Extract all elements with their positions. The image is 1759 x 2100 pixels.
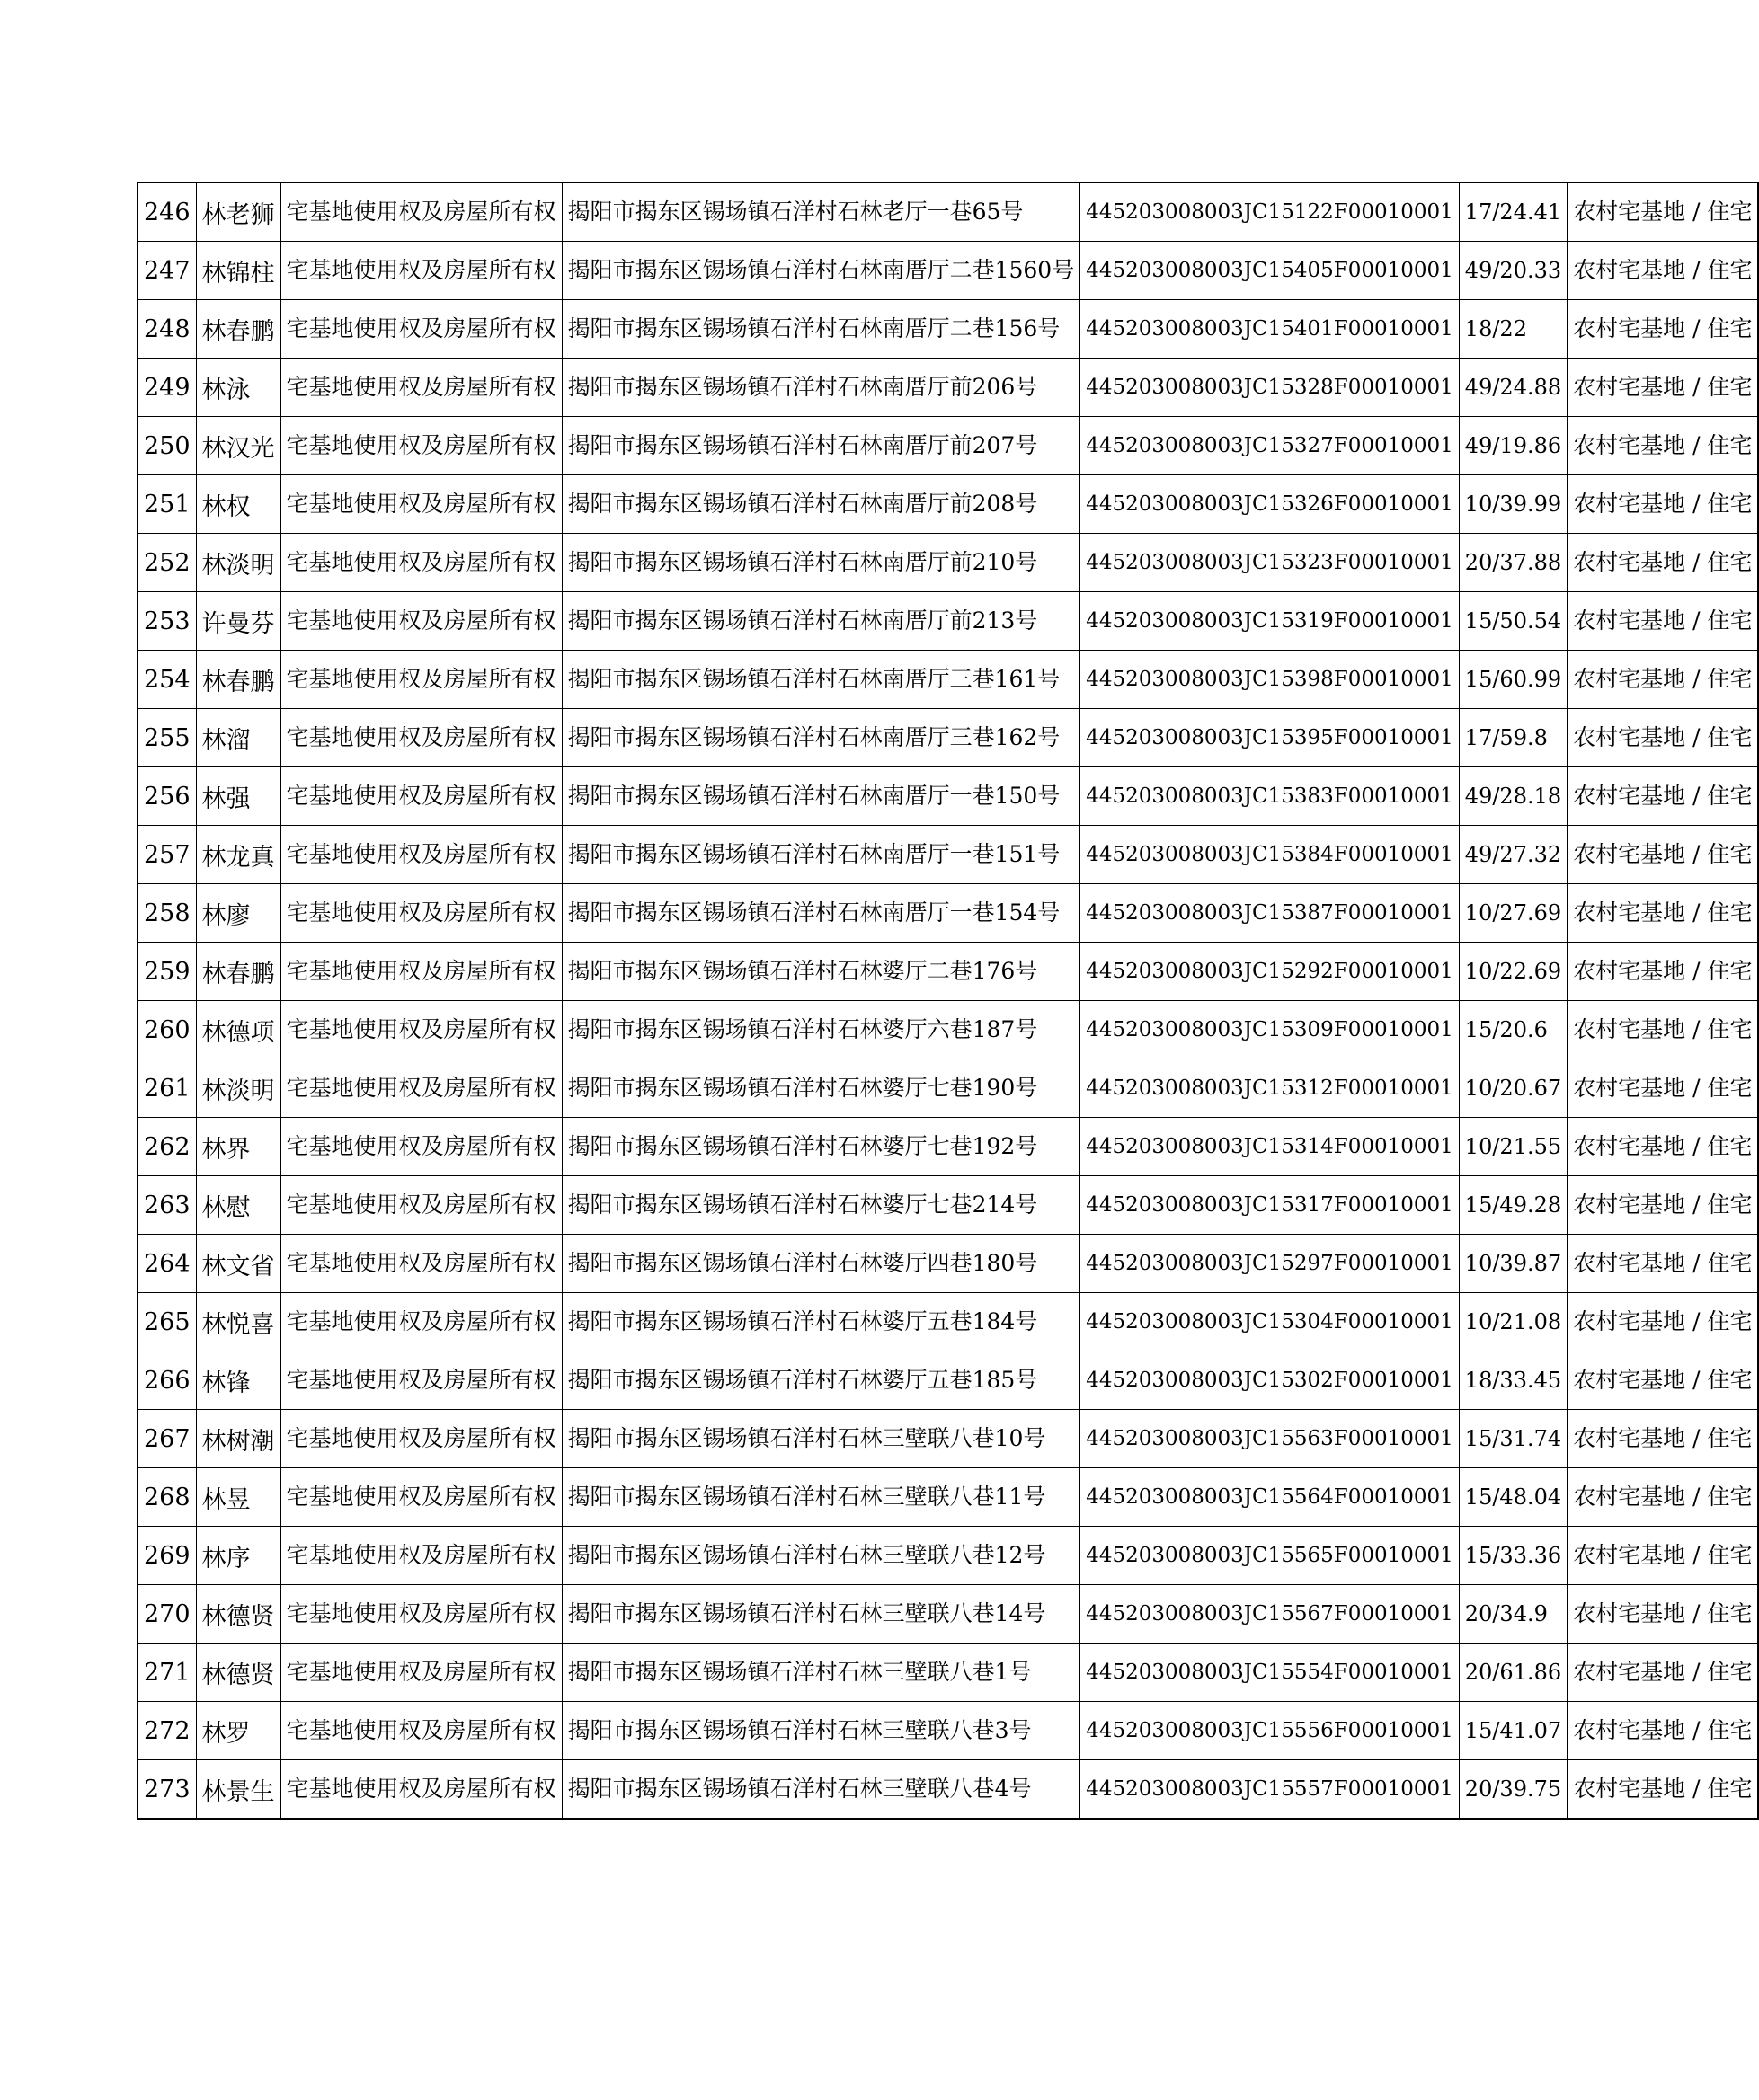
right-type: 宅基地使用权及房屋所有权 [280, 1702, 562, 1760]
right-type: 宅基地使用权及房屋所有权 [280, 475, 562, 534]
unit-code: 445203008003JC15567F00010001 [1080, 1585, 1460, 1644]
property-address: 揭阳市揭东区锡场镇石洋村石林南厝厅前210号 [562, 534, 1080, 592]
right-type: 宅基地使用权及房屋所有权 [280, 651, 562, 709]
land-use: 农村宅基地 / 住宅 [1568, 943, 1759, 1001]
row-number: 263 [138, 1176, 196, 1235]
row-number: 246 [138, 182, 196, 242]
row-number: 247 [138, 242, 196, 300]
area-value: 49/20.33 [1459, 242, 1567, 300]
area-value: 15/41.07 [1459, 1702, 1567, 1760]
land-use: 农村宅基地 / 住宅 [1568, 182, 1759, 242]
table-row [138, 359, 1758, 417]
unit-code: 445203008003JC15319F00010001 [1080, 592, 1460, 651]
right-type: 宅基地使用权及房屋所有权 [280, 1118, 562, 1176]
land-use: 农村宅基地 / 住宅 [1568, 1059, 1759, 1118]
right-type: 宅基地使用权及房屋所有权 [280, 767, 562, 826]
table-row [138, 534, 1758, 592]
land-use: 农村宅基地 / 住宅 [1568, 767, 1759, 826]
property-address: 揭阳市揭东区锡场镇石洋村石林婆厅六巷187号 [562, 1001, 1080, 1059]
table-row [138, 1760, 1758, 1820]
unit-code: 445203008003JC15556F00010001 [1080, 1702, 1460, 1760]
owner-name: 林序 [196, 1527, 280, 1585]
unit-code: 445203008003JC15564F00010001 [1080, 1468, 1460, 1527]
right-type: 宅基地使用权及房屋所有权 [280, 359, 562, 417]
unit-code: 445203008003JC15297F00010001 [1080, 1235, 1460, 1293]
property-address: 揭阳市揭东区锡场镇石洋村石林三壁联八巷1号 [562, 1644, 1080, 1702]
property-address: 揭阳市揭东区锡场镇石洋村石林南厝厅前208号 [562, 475, 1080, 534]
area-value: 15/33.36 [1459, 1527, 1567, 1585]
area-value: 15/48.04 [1459, 1468, 1567, 1527]
property-address: 揭阳市揭东区锡场镇石洋村石林南厝厅三巷161号 [562, 651, 1080, 709]
row-number: 252 [138, 534, 196, 592]
right-type: 宅基地使用权及房屋所有权 [280, 417, 562, 475]
property-address: 揭阳市揭东区锡场镇石洋村石林婆厅七巷214号 [562, 1176, 1080, 1235]
right-type: 宅基地使用权及房屋所有权 [280, 709, 562, 767]
table-row [138, 1644, 1758, 1702]
land-use: 农村宅基地 / 住宅 [1568, 534, 1759, 592]
owner-name: 林汉光 [196, 417, 280, 475]
property-address: 揭阳市揭东区锡场镇石洋村石林南厝厅三巷162号 [562, 709, 1080, 767]
property-address: 揭阳市揭东区锡场镇石洋村石林南厝厅前207号 [562, 417, 1080, 475]
land-use: 农村宅基地 / 住宅 [1568, 1468, 1759, 1527]
land-use: 农村宅基地 / 住宅 [1568, 1293, 1759, 1351]
area-value: 15/49.28 [1459, 1176, 1567, 1235]
right-type: 宅基地使用权及房屋所有权 [280, 1644, 562, 1702]
property-address: 揭阳市揭东区锡场镇石洋村石林南厝厅二巷1560号 [562, 242, 1080, 300]
property-address: 揭阳市揭东区锡场镇石洋村石林三壁联八巷12号 [562, 1527, 1080, 1585]
owner-name: 林界 [196, 1118, 280, 1176]
area-value: 20/34.9 [1459, 1585, 1567, 1644]
row-number: 272 [138, 1702, 196, 1760]
area-value: 10/39.99 [1459, 475, 1567, 534]
row-number: 255 [138, 709, 196, 767]
owner-name: 林悦喜 [196, 1293, 280, 1351]
area-value: 20/61.86 [1459, 1644, 1567, 1702]
right-type: 宅基地使用权及房屋所有权 [280, 1351, 562, 1410]
owner-name: 林景生 [196, 1760, 280, 1820]
owner-name: 林昱 [196, 1468, 280, 1527]
unit-code: 445203008003JC15326F00010001 [1080, 475, 1460, 534]
table-row [138, 1235, 1758, 1293]
property-address: 揭阳市揭东区锡场镇石洋村石林婆厅五巷184号 [562, 1293, 1080, 1351]
area-value: 10/21.55 [1459, 1118, 1567, 1176]
land-use: 农村宅基地 / 住宅 [1568, 417, 1759, 475]
land-use: 农村宅基地 / 住宅 [1568, 1118, 1759, 1176]
row-number: 270 [138, 1585, 196, 1644]
unit-code: 445203008003JC15314F00010001 [1080, 1118, 1460, 1176]
row-number: 266 [138, 1351, 196, 1410]
table-row [138, 1118, 1758, 1176]
table-row [138, 1293, 1758, 1351]
unit-code: 445203008003JC15304F00010001 [1080, 1293, 1460, 1351]
row-number: 273 [138, 1760, 196, 1820]
unit-code: 445203008003JC15302F00010001 [1080, 1351, 1460, 1410]
right-type: 宅基地使用权及房屋所有权 [280, 826, 562, 884]
owner-name: 林老狮 [196, 182, 280, 242]
row-number: 267 [138, 1410, 196, 1468]
owner-name: 林锋 [196, 1351, 280, 1410]
unit-code: 445203008003JC15554F00010001 [1080, 1644, 1460, 1702]
row-number: 264 [138, 1235, 196, 1293]
table-row [138, 300, 1758, 359]
table-row [138, 709, 1758, 767]
unit-code: 445203008003JC15122F00010001 [1080, 182, 1460, 242]
unit-code: 445203008003JC15395F00010001 [1080, 709, 1460, 767]
unit-code: 445203008003JC15387F00010001 [1080, 884, 1460, 943]
unit-code: 445203008003JC15557F00010001 [1080, 1760, 1460, 1820]
area-value: 10/21.08 [1459, 1293, 1567, 1351]
area-value: 10/27.69 [1459, 884, 1567, 943]
property-address: 揭阳市揭东区锡场镇石洋村石林南厝厅一巷154号 [562, 884, 1080, 943]
table-row [138, 767, 1758, 826]
right-type: 宅基地使用权及房屋所有权 [280, 884, 562, 943]
property-address: 揭阳市揭东区锡场镇石洋村石林婆厅七巷190号 [562, 1059, 1080, 1118]
property-address: 揭阳市揭东区锡场镇石洋村石林南厝厅前213号 [562, 592, 1080, 651]
land-use: 农村宅基地 / 住宅 [1568, 1176, 1759, 1235]
row-number: 253 [138, 592, 196, 651]
right-type: 宅基地使用权及房屋所有权 [280, 300, 562, 359]
owner-name: 林强 [196, 767, 280, 826]
right-type: 宅基地使用权及房屋所有权 [280, 242, 562, 300]
table-row [138, 242, 1758, 300]
table-row [138, 182, 1758, 242]
area-value: 49/19.86 [1459, 417, 1567, 475]
area-value: 17/59.8 [1459, 709, 1567, 767]
property-address: 揭阳市揭东区锡场镇石洋村石林老厅一巷65号 [562, 182, 1080, 242]
land-use: 农村宅基地 / 住宅 [1568, 475, 1759, 534]
unit-code: 445203008003JC15383F00010001 [1080, 767, 1460, 826]
table-row [138, 943, 1758, 1001]
owner-name: 林廖 [196, 884, 280, 943]
row-number: 271 [138, 1644, 196, 1702]
land-use: 农村宅基地 / 住宅 [1568, 1235, 1759, 1293]
area-value: 18/22 [1459, 300, 1567, 359]
unit-code: 445203008003JC15401F00010001 [1080, 300, 1460, 359]
table-row [138, 1059, 1758, 1118]
table-row [138, 884, 1758, 943]
unit-code: 445203008003JC15292F00010001 [1080, 943, 1460, 1001]
row-number: 261 [138, 1059, 196, 1118]
table-row [138, 826, 1758, 884]
area-value: 10/20.67 [1459, 1059, 1567, 1118]
table-row [138, 1176, 1758, 1235]
owner-name: 林德贤 [196, 1644, 280, 1702]
row-number: 269 [138, 1527, 196, 1585]
property-address: 揭阳市揭东区锡场镇石洋村石林三壁联八巷3号 [562, 1702, 1080, 1760]
unit-code: 445203008003JC15563F00010001 [1080, 1410, 1460, 1468]
land-use: 农村宅基地 / 住宅 [1568, 1410, 1759, 1468]
unit-code: 445203008003JC15328F00010001 [1080, 359, 1460, 417]
row-number: 248 [138, 300, 196, 359]
property-address: 揭阳市揭东区锡场镇石洋村石林三壁联八巷4号 [562, 1760, 1080, 1820]
table-row [138, 1702, 1758, 1760]
owner-name: 林罗 [196, 1702, 280, 1760]
land-use: 农村宅基地 / 住宅 [1568, 709, 1759, 767]
row-number: 265 [138, 1293, 196, 1351]
property-address: 揭阳市揭东区锡场镇石洋村石林婆厅七巷192号 [562, 1118, 1080, 1176]
land-use: 农村宅基地 / 住宅 [1568, 1760, 1759, 1820]
land-use: 农村宅基地 / 住宅 [1568, 242, 1759, 300]
table-row [138, 475, 1758, 534]
land-use: 农村宅基地 / 住宅 [1568, 359, 1759, 417]
owner-name: 林泳 [196, 359, 280, 417]
property-address: 揭阳市揭东区锡场镇石洋村石林三壁联八巷10号 [562, 1410, 1080, 1468]
row-number: 256 [138, 767, 196, 826]
table-row [138, 1351, 1758, 1410]
owner-name: 林权 [196, 475, 280, 534]
right-type: 宅基地使用权及房屋所有权 [280, 1235, 562, 1293]
property-address: 揭阳市揭东区锡场镇石洋村石林南厝厅一巷151号 [562, 826, 1080, 884]
land-use: 农村宅基地 / 住宅 [1568, 1001, 1759, 1059]
table-row [138, 1001, 1758, 1059]
area-value: 15/20.6 [1459, 1001, 1567, 1059]
owner-name: 林溜 [196, 709, 280, 767]
area-value: 15/31.74 [1459, 1410, 1567, 1468]
right-type: 宅基地使用权及房屋所有权 [280, 534, 562, 592]
land-use: 农村宅基地 / 住宅 [1568, 1702, 1759, 1760]
land-use: 农村宅基地 / 住宅 [1568, 884, 1759, 943]
land-use: 农村宅基地 / 住宅 [1568, 1585, 1759, 1644]
owner-name: 林德项 [196, 1001, 280, 1059]
table-row [138, 1585, 1758, 1644]
land-use: 农村宅基地 / 住宅 [1568, 651, 1759, 709]
property-address: 揭阳市揭东区锡场镇石洋村石林南厝厅前206号 [562, 359, 1080, 417]
right-type: 宅基地使用权及房屋所有权 [280, 1585, 562, 1644]
row-number: 262 [138, 1118, 196, 1176]
table-row [138, 592, 1758, 651]
row-number: 257 [138, 826, 196, 884]
land-use: 农村宅基地 / 住宅 [1568, 1644, 1759, 1702]
area-value: 18/33.45 [1459, 1351, 1567, 1410]
unit-code: 445203008003JC15323F00010001 [1080, 534, 1460, 592]
owner-name: 林春鹏 [196, 300, 280, 359]
row-number: 249 [138, 359, 196, 417]
area-value: 20/37.88 [1459, 534, 1567, 592]
right-type: 宅基地使用权及房屋所有权 [280, 1527, 562, 1585]
unit-code: 445203008003JC15317F00010001 [1080, 1176, 1460, 1235]
row-number: 268 [138, 1468, 196, 1527]
table-row [138, 651, 1758, 709]
owner-name: 林淡明 [196, 1059, 280, 1118]
property-address: 揭阳市揭东区锡场镇石洋村石林三壁联八巷14号 [562, 1585, 1080, 1644]
area-value: 49/24.88 [1459, 359, 1567, 417]
row-number: 259 [138, 943, 196, 1001]
row-number: 254 [138, 651, 196, 709]
right-type: 宅基地使用权及房屋所有权 [280, 1176, 562, 1235]
row-number: 251 [138, 475, 196, 534]
table-row [138, 417, 1758, 475]
right-type: 宅基地使用权及房屋所有权 [280, 1468, 562, 1527]
land-use: 农村宅基地 / 住宅 [1568, 1527, 1759, 1585]
property-address: 揭阳市揭东区锡场镇石洋村石林南厝厅一巷150号 [562, 767, 1080, 826]
owner-name: 林春鹏 [196, 943, 280, 1001]
owner-name: 林树潮 [196, 1410, 280, 1468]
land-use: 农村宅基地 / 住宅 [1568, 300, 1759, 359]
area-value: 49/28.18 [1459, 767, 1567, 826]
unit-code: 445203008003JC15384F00010001 [1080, 826, 1460, 884]
table-row [138, 1527, 1758, 1585]
unit-code: 445203008003JC15327F00010001 [1080, 417, 1460, 475]
owner-name: 林龙真 [196, 826, 280, 884]
table-row [138, 1410, 1758, 1468]
right-type: 宅基地使用权及房屋所有权 [280, 1760, 562, 1820]
owner-name: 林锦柱 [196, 242, 280, 300]
unit-code: 445203008003JC15398F00010001 [1080, 651, 1460, 709]
unit-code: 445203008003JC15312F00010001 [1080, 1059, 1460, 1118]
unit-code: 445203008003JC15405F00010001 [1080, 242, 1460, 300]
right-type: 宅基地使用权及房屋所有权 [280, 1001, 562, 1059]
owner-name: 林春鹏 [196, 651, 280, 709]
property-address: 揭阳市揭东区锡场镇石洋村石林婆厅四巷180号 [562, 1235, 1080, 1293]
row-number: 258 [138, 884, 196, 943]
land-use: 农村宅基地 / 住宅 [1568, 826, 1759, 884]
right-type: 宅基地使用权及房屋所有权 [280, 1059, 562, 1118]
owner-name: 林淡明 [196, 534, 280, 592]
owner-name: 许曼芬 [196, 592, 280, 651]
area-value: 15/60.99 [1459, 651, 1567, 709]
table-row [138, 1468, 1758, 1527]
property-address: 揭阳市揭东区锡场镇石洋村石林三壁联八巷11号 [562, 1468, 1080, 1527]
property-table [137, 182, 1759, 1820]
right-type: 宅基地使用权及房屋所有权 [280, 943, 562, 1001]
owner-name: 林德贤 [196, 1585, 280, 1644]
right-type: 宅基地使用权及房屋所有权 [280, 1410, 562, 1468]
land-use: 农村宅基地 / 住宅 [1568, 592, 1759, 651]
owner-name: 林慰 [196, 1176, 280, 1235]
area-value: 10/39.87 [1459, 1235, 1567, 1293]
owner-name: 林文省 [196, 1235, 280, 1293]
unit-code: 445203008003JC15309F00010001 [1080, 1001, 1460, 1059]
unit-code: 445203008003JC15565F00010001 [1080, 1527, 1460, 1585]
right-type: 宅基地使用权及房屋所有权 [280, 1293, 562, 1351]
area-value: 10/22.69 [1459, 943, 1567, 1001]
right-type: 宅基地使用权及房屋所有权 [280, 592, 562, 651]
area-value: 17/24.41 [1459, 182, 1567, 242]
right-type: 宅基地使用权及房屋所有权 [280, 182, 562, 242]
row-number: 250 [138, 417, 196, 475]
land-use: 农村宅基地 / 住宅 [1568, 1351, 1759, 1410]
area-value: 15/50.54 [1459, 592, 1567, 651]
property-address: 揭阳市揭东区锡场镇石洋村石林南厝厅二巷156号 [562, 300, 1080, 359]
area-value: 20/39.75 [1459, 1760, 1567, 1820]
table-body [138, 182, 1758, 1819]
row-number: 260 [138, 1001, 196, 1059]
property-address: 揭阳市揭东区锡场镇石洋村石林婆厅五巷185号 [562, 1351, 1080, 1410]
property-address: 揭阳市揭东区锡场镇石洋村石林婆厅二巷176号 [562, 943, 1080, 1001]
area-value: 49/27.32 [1459, 826, 1567, 884]
